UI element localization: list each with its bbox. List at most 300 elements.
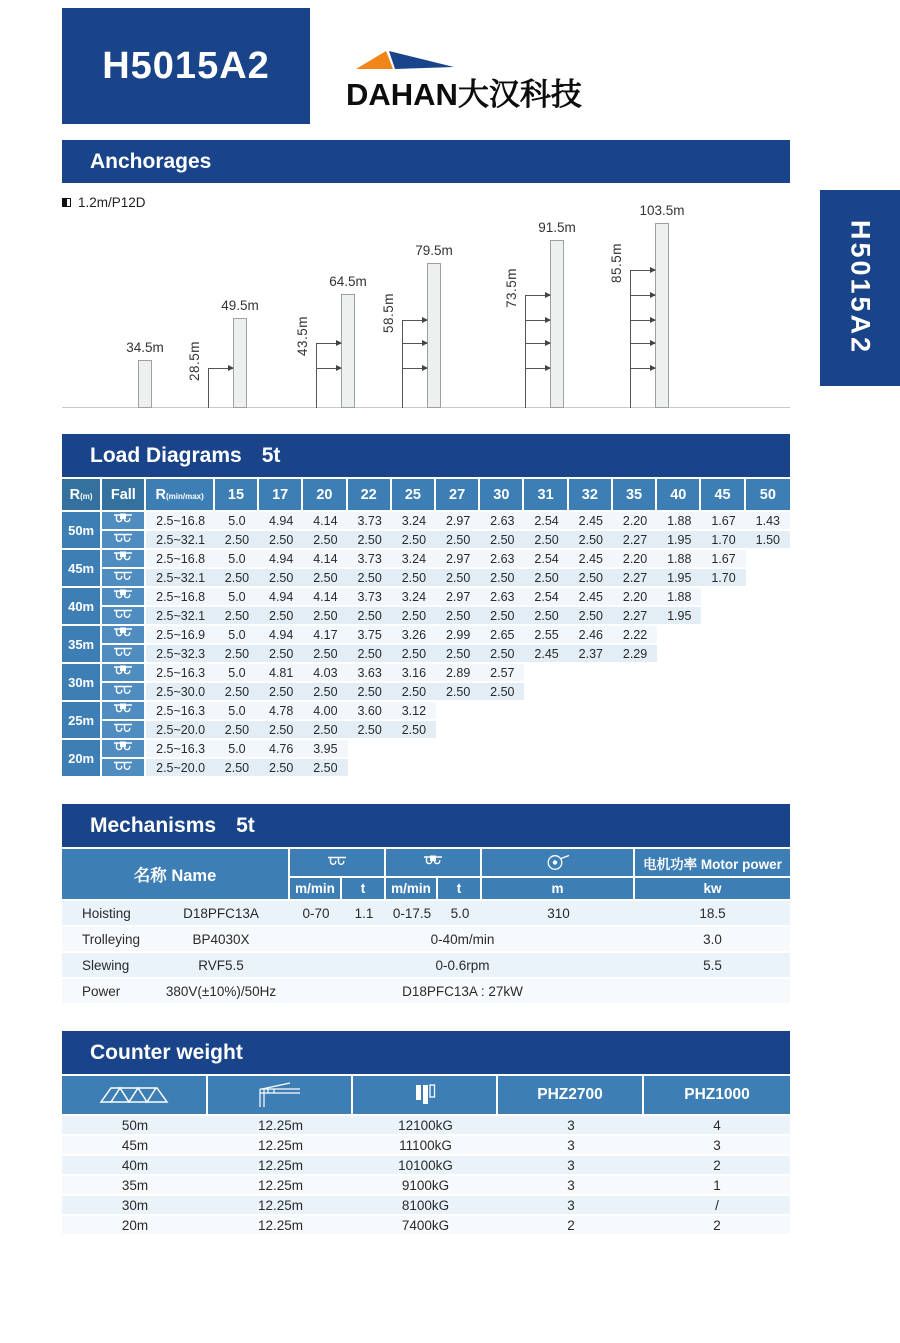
phz2700-count: 3 — [498, 1196, 644, 1216]
load-value-cell: 3.16 — [392, 664, 436, 683]
load-value-cell — [701, 664, 745, 683]
anchor-arrowhead-icon — [336, 340, 342, 346]
side-tab — [820, 190, 900, 386]
load-value-cell: 2.50 — [303, 759, 347, 778]
load-value-cell: 2.50 — [215, 569, 259, 588]
load-value-cell — [701, 759, 745, 778]
mechanism-power — [635, 979, 790, 1005]
anchor-arrowhead-icon — [545, 292, 551, 298]
load-value-cell — [657, 683, 701, 702]
tower-mast — [427, 263, 441, 408]
counterweight-section-header — [62, 1031, 790, 1074]
load-value-cell: 4.81 — [259, 664, 303, 683]
tower-height-label: 34.5m — [126, 340, 164, 355]
load-value-cell: 2.57 — [480, 664, 524, 683]
col-header-range: R(min/max) — [146, 479, 214, 512]
anchor-arrowhead-icon — [545, 365, 551, 371]
load-value-cell: 2.50 — [569, 607, 613, 626]
mechanism-model: 380V(±10%)/50Hz — [152, 979, 290, 1005]
load-value-cell: 1.88 — [657, 588, 701, 607]
load-value-cell: 2.50 — [215, 721, 259, 740]
anchor-arrowhead-icon — [650, 267, 656, 273]
load-value-cell: 4.03 — [303, 664, 347, 683]
load-value-cell: 2.50 — [215, 683, 259, 702]
load-table-row — [62, 588, 790, 607]
mechanism-name: Power — [62, 979, 152, 1005]
load-value-cell — [613, 721, 657, 740]
load-value-cell: 5.0 — [215, 626, 259, 645]
mech-row — [62, 979, 790, 1005]
load-value-cell: 2.97 — [436, 588, 480, 607]
anchor-bracket-line — [630, 271, 631, 408]
load-value-cell — [746, 740, 790, 759]
load-value-cell — [657, 626, 701, 645]
load-value-cell: 2.50 — [348, 683, 392, 702]
load-value-cell: 4.94 — [259, 626, 303, 645]
load-table-row — [62, 645, 790, 664]
counterweight-blocks-icon — [413, 1086, 437, 1103]
load-value-cell — [746, 721, 790, 740]
load-value-cell: 2.45 — [569, 550, 613, 569]
phz1000-count: 3 — [644, 1136, 790, 1156]
load-value-cell: 2.50 — [259, 759, 303, 778]
load-value-cell — [569, 664, 613, 683]
phz2700-count: 3 — [498, 1156, 644, 1176]
radius-range-cell: 2.5~16.9 — [146, 626, 214, 645]
load-value-cell — [480, 740, 524, 759]
mechanism-name: Hoisting — [62, 901, 152, 927]
anchor-height-label: 85.5m — [609, 242, 624, 283]
radius-range-cell: 2.5~20.0 — [146, 721, 214, 740]
load-value-cell: 2.63 — [480, 588, 524, 607]
load-diagrams-capacity: 5t — [261, 443, 281, 467]
jib-length: 35m — [62, 1176, 208, 1196]
anchor-height-label: 43.5m — [295, 315, 310, 356]
radius-range-cell: 2.5~32.3 — [146, 645, 214, 664]
rope-drum-icon — [545, 854, 571, 869]
total-weight: 11100kG — [353, 1136, 498, 1156]
cw-row — [62, 1176, 790, 1196]
load-value-cell: 4.76 — [259, 740, 303, 759]
load-value-cell: 2.50 — [303, 721, 347, 740]
mechanism-value: 310 — [482, 901, 635, 927]
load-value-cell — [746, 626, 790, 645]
col-header-jib-radius: 27 — [436, 479, 480, 512]
load-value-cell: 2.20 — [613, 550, 657, 569]
load-value-cell: 1.95 — [657, 569, 701, 588]
counterjib-length: 12.25m — [208, 1176, 353, 1196]
load-value-cell — [348, 740, 392, 759]
mech-header-row — [62, 849, 790, 878]
radius-range-cell: 2.5~16.8 — [146, 512, 214, 531]
radius-range-cell: 2.5~32.1 — [146, 569, 214, 588]
load-value-cell — [348, 759, 392, 778]
col-header-fall: Fall — [102, 479, 146, 512]
load-value-cell: 2.50 — [436, 607, 480, 626]
phz1000-count: 2 — [644, 1216, 790, 1236]
load-value-cell: 2.50 — [348, 721, 392, 740]
load-value-cell — [701, 607, 745, 626]
load-value-cell: 1.67 — [701, 550, 745, 569]
load-value-cell: 1.67 — [701, 512, 745, 531]
anchor-arrowhead-icon — [650, 292, 656, 298]
radius-row-header: 45m — [62, 550, 102, 588]
anchor-bracket-line — [316, 344, 317, 408]
load-value-cell: 2.50 — [524, 569, 568, 588]
tower-height-label: 79.5m — [415, 243, 453, 258]
counterweight-title: Counter weight — [90, 1040, 243, 1064]
load-value-cell — [657, 759, 701, 778]
model-title-box — [62, 8, 310, 124]
load-value-cell: 3.24 — [392, 512, 436, 531]
load-table-row — [62, 664, 790, 683]
cw-row — [62, 1196, 790, 1216]
load-value-cell: 2.50 — [259, 531, 303, 550]
load-value-cell — [524, 664, 568, 683]
col-subheader: m/min — [386, 878, 438, 901]
load-value-cell — [524, 721, 568, 740]
load-value-cell: 2.50 — [303, 569, 347, 588]
counterjib-length: 12.25m — [208, 1156, 353, 1176]
load-table-row — [62, 740, 790, 759]
load-value-cell: 2.50 — [392, 607, 436, 626]
two-fall-hook-icon — [111, 608, 135, 622]
load-value-cell — [657, 740, 701, 759]
load-table-row — [62, 512, 790, 531]
load-value-cell: 2.50 — [259, 721, 303, 740]
load-value-cell: 2.50 — [524, 531, 568, 550]
load-value-cell: 4.00 — [303, 702, 347, 721]
load-value-cell: 2.50 — [348, 607, 392, 626]
radius-range-cell: 2.5~16.3 — [146, 702, 214, 721]
load-value-cell: 2.50 — [348, 569, 392, 588]
anchor-arrowhead-icon — [545, 340, 551, 346]
phz2700-count: 3 — [498, 1136, 644, 1156]
radius-range-cell: 2.5~16.3 — [146, 740, 214, 759]
anchor-arrow — [402, 320, 427, 321]
load-value-cell: 2.45 — [524, 645, 568, 664]
cw-row — [62, 1156, 790, 1176]
tower-height-label: 64.5m — [329, 274, 367, 289]
load-table-row — [62, 683, 790, 702]
anchor-arrowhead-icon — [545, 317, 551, 323]
load-value-cell: 3.12 — [392, 702, 436, 721]
load-value-cell: 2.54 — [524, 512, 568, 531]
load-value-cell: 2.50 — [215, 759, 259, 778]
mechanism-model: D18PFC13A — [152, 901, 290, 927]
load-value-cell — [524, 740, 568, 759]
side-tab-label: H5015A2 — [845, 220, 876, 356]
load-value-cell: 2.50 — [524, 607, 568, 626]
radius-range-cell: 2.5~16.3 — [146, 664, 214, 683]
mechanisms-table — [62, 849, 790, 1005]
load-value-cell: 2.50 — [215, 645, 259, 664]
mech-row — [62, 901, 790, 927]
datasheet-content — [62, 0, 790, 1236]
load-value-cell — [746, 759, 790, 778]
load-value-cell — [701, 626, 745, 645]
col-header-jib-radius: 25 — [392, 479, 436, 512]
anchor-arrow — [525, 343, 550, 344]
radius-range-cell: 2.5~16.8 — [146, 550, 214, 569]
col-header-jib-radius: 15 — [215, 479, 259, 512]
load-value-cell: 2.27 — [613, 569, 657, 588]
anchor-arrow — [525, 320, 550, 321]
load-value-cell: 5.0 — [215, 702, 259, 721]
load-value-cell: 5.0 — [215, 740, 259, 759]
phz2700-count: 3 — [498, 1116, 644, 1136]
anchor-arrow — [630, 368, 655, 369]
tower-height-label: 91.5m — [538, 220, 576, 235]
col-subheader: m — [482, 878, 635, 901]
load-value-cell — [569, 740, 613, 759]
total-weight: 10100kG — [353, 1156, 498, 1176]
ground-line — [62, 407, 790, 408]
anchor-arrow — [630, 343, 655, 344]
load-value-cell: 2.20 — [613, 588, 657, 607]
load-value-cell: 2.50 — [259, 607, 303, 626]
load-value-cell — [524, 759, 568, 778]
load-value-cell: 3.24 — [392, 550, 436, 569]
col-header-phz2700: PHZ2700 — [498, 1076, 644, 1116]
total-weight: 9100kG — [353, 1176, 498, 1196]
mechanism-model: RVF5.5 — [152, 953, 290, 979]
page-header — [62, 0, 790, 124]
four-fall-hook-icon — [421, 855, 445, 870]
mechanism-value: 0-17.5 — [386, 901, 438, 927]
load-value-cell: 1.70 — [701, 531, 745, 550]
total-weight: 7400kG — [353, 1216, 498, 1236]
radius-row-header: 30m — [62, 664, 102, 702]
load-value-cell: 2.50 — [348, 531, 392, 550]
col-header-jib-radius: 35 — [613, 479, 657, 512]
load-value-cell: 3.73 — [348, 588, 392, 607]
anchor-arrow — [525, 295, 550, 296]
four-fall-hook-icon — [111, 703, 135, 717]
load-table-row — [62, 607, 790, 626]
load-value-cell: 3.75 — [348, 626, 392, 645]
four-fall-hook-icon — [111, 551, 135, 565]
jib-length: 20m — [62, 1216, 208, 1236]
load-value-cell: 2.50 — [480, 569, 524, 588]
load-table-header-row — [62, 479, 790, 512]
load-value-cell — [701, 645, 745, 664]
load-value-cell — [746, 588, 790, 607]
load-value-cell: 2.50 — [303, 683, 347, 702]
cw-row — [62, 1136, 790, 1156]
col-subheader: t — [438, 878, 482, 901]
load-value-cell — [746, 550, 790, 569]
load-value-cell — [701, 683, 745, 702]
load-value-cell — [613, 683, 657, 702]
load-value-cell: 2.89 — [436, 664, 480, 683]
load-value-cell — [569, 721, 613, 740]
load-value-cell: 2.97 — [436, 550, 480, 569]
load-value-cell: 2.50 — [392, 531, 436, 550]
counterweight-table — [62, 1076, 790, 1236]
col-header-jib-radius: 31 — [524, 479, 568, 512]
load-value-cell: 2.50 — [303, 645, 347, 664]
load-value-cell: 2.50 — [215, 607, 259, 626]
two-fall-hook-icon — [111, 646, 135, 660]
load-value-cell: 2.50 — [259, 569, 303, 588]
total-weight: 8100kG — [353, 1196, 498, 1216]
load-value-cell — [524, 683, 568, 702]
load-value-cell: 2.50 — [480, 607, 524, 626]
load-value-cell: 4.94 — [259, 512, 303, 531]
phz1000-count: 2 — [644, 1156, 790, 1176]
load-value-cell: 2.50 — [436, 645, 480, 664]
load-value-cell — [436, 759, 480, 778]
tower-mast — [138, 360, 152, 408]
load-value-cell: 2.50 — [480, 645, 524, 664]
cw-header-row — [62, 1076, 790, 1116]
load-value-cell — [436, 702, 480, 721]
tower-height-label: 49.5m — [221, 298, 259, 313]
mech-row — [62, 927, 790, 953]
two-fall-hook-icon — [111, 760, 135, 774]
load-value-cell — [746, 569, 790, 588]
radius-row-header: 20m — [62, 740, 102, 778]
anchor-arrow — [630, 320, 655, 321]
mechanism-value: 0-0.6rpm — [290, 953, 635, 979]
brand-logo-text: DAHAN大汉科技 — [346, 77, 582, 112]
radius-row-header: 40m — [62, 588, 102, 626]
load-value-cell — [657, 645, 701, 664]
load-value-cell: 3.73 — [348, 512, 392, 531]
load-diagrams-table — [62, 479, 790, 778]
col-header-radius: R(m) — [62, 479, 102, 512]
radius-row-header: 35m — [62, 626, 102, 664]
anchor-arrow — [208, 368, 233, 369]
four-fall-hook-icon — [111, 665, 135, 679]
anchor-height-label: 58.5m — [381, 292, 396, 333]
load-diagrams-section-header — [62, 434, 790, 477]
anchor-bracket-line — [402, 321, 403, 408]
model-title: H5015A2 — [102, 44, 270, 87]
anchor-arrow — [630, 270, 655, 271]
load-value-cell: 2.50 — [436, 683, 480, 702]
col-header-jib-radius: 50 — [746, 479, 790, 512]
load-value-cell: 2.50 — [303, 607, 347, 626]
radius-range-cell: 2.5~30.0 — [146, 683, 214, 702]
load-value-cell: 2.50 — [303, 531, 347, 550]
load-value-cell — [746, 645, 790, 664]
load-value-cell: 2.37 — [569, 645, 613, 664]
counterjib-length: 12.25m — [208, 1116, 353, 1136]
load-value-cell — [569, 702, 613, 721]
load-value-cell: 1.88 — [657, 512, 701, 531]
load-value-cell — [436, 740, 480, 759]
four-fall-hook-icon — [111, 741, 135, 755]
load-value-cell: 1.95 — [657, 607, 701, 626]
two-fall-hook-icon — [111, 684, 135, 698]
two-fall-hook-icon — [111, 722, 135, 736]
jib-length: 30m — [62, 1196, 208, 1216]
load-value-cell: 2.50 — [480, 531, 524, 550]
square-bullet-icon — [62, 198, 71, 207]
logo-swoosh-icon — [356, 48, 460, 71]
load-value-cell: 2.50 — [215, 531, 259, 550]
col-subheader: t — [342, 878, 386, 901]
tower-height-label: 103.5m — [639, 203, 685, 218]
phz1000-count: 1 — [644, 1176, 790, 1196]
anchor-bracket-line — [525, 296, 526, 408]
load-value-cell: 2.54 — [524, 588, 568, 607]
mechanism-value: 0-40m/min — [290, 927, 635, 953]
anchor-height-label: 28.5m — [187, 340, 202, 381]
load-value-cell: 2.22 — [613, 626, 657, 645]
load-value-cell — [701, 740, 745, 759]
anchorage-note-text: 1.2m/P12D — [78, 195, 146, 210]
load-value-cell: 5.0 — [215, 664, 259, 683]
tower-crane-icon — [248, 1086, 312, 1103]
load-value-cell: 4.94 — [259, 588, 303, 607]
load-value-cell: 2.63 — [480, 550, 524, 569]
load-value-cell: 2.46 — [569, 626, 613, 645]
load-value-cell — [701, 588, 745, 607]
col-header-jib-radius: 40 — [657, 479, 701, 512]
load-value-cell — [657, 702, 701, 721]
load-diagrams-title: Load Diagrams — [90, 443, 242, 467]
anchor-arrowhead-icon — [650, 317, 656, 323]
anchor-height-label: 73.5m — [504, 267, 519, 308]
load-value-cell: 2.55 — [524, 626, 568, 645]
load-value-cell: 2.50 — [392, 683, 436, 702]
anchor-arrowhead-icon — [422, 365, 428, 371]
load-value-cell: 2.50 — [392, 569, 436, 588]
radius-range-cell: 2.5~16.8 — [146, 588, 214, 607]
phz1000-count: / — [644, 1196, 790, 1216]
col-header-jib-radius: 32 — [569, 479, 613, 512]
jib-length: 50m — [62, 1116, 208, 1136]
anchor-arrowhead-icon — [228, 365, 234, 371]
counterjib-length: 12.25m — [208, 1216, 353, 1236]
col-header-name: 名称 Name — [62, 849, 290, 901]
load-value-cell: 2.20 — [613, 512, 657, 531]
col-header-motor-power: 电机功率 Motor power — [635, 849, 790, 878]
four-fall-hook-icon — [111, 589, 135, 603]
anchor-arrowhead-icon — [650, 340, 656, 346]
load-value-cell — [436, 721, 480, 740]
four-fall-hook-icon — [111, 627, 135, 641]
load-value-cell — [392, 740, 436, 759]
anchor-arrow — [316, 368, 341, 369]
load-value-cell — [746, 607, 790, 626]
load-value-cell: 1.43 — [746, 512, 790, 531]
load-value-cell — [657, 721, 701, 740]
col-subheader: m/min — [290, 878, 342, 901]
load-value-cell — [746, 683, 790, 702]
load-value-cell: 1.50 — [746, 531, 790, 550]
load-value-cell — [746, 664, 790, 683]
mechanism-power: 3.0 — [635, 927, 790, 953]
counterjib-length: 12.25m — [208, 1196, 353, 1216]
load-value-cell: 2.50 — [392, 645, 436, 664]
col-header-jib-radius: 17 — [259, 479, 303, 512]
load-value-cell: 3.63 — [348, 664, 392, 683]
load-value-cell — [613, 759, 657, 778]
four-fall-hook-icon — [111, 513, 135, 527]
load-value-cell — [701, 721, 745, 740]
anchor-bracket-line — [208, 369, 209, 408]
load-value-cell — [524, 702, 568, 721]
mechanism-name: Trolleying — [62, 927, 152, 953]
load-value-cell — [746, 702, 790, 721]
load-value-cell: 2.45 — [569, 512, 613, 531]
mechanism-model: BP4030X — [152, 927, 290, 953]
anchor-arrowhead-icon — [336, 365, 342, 371]
